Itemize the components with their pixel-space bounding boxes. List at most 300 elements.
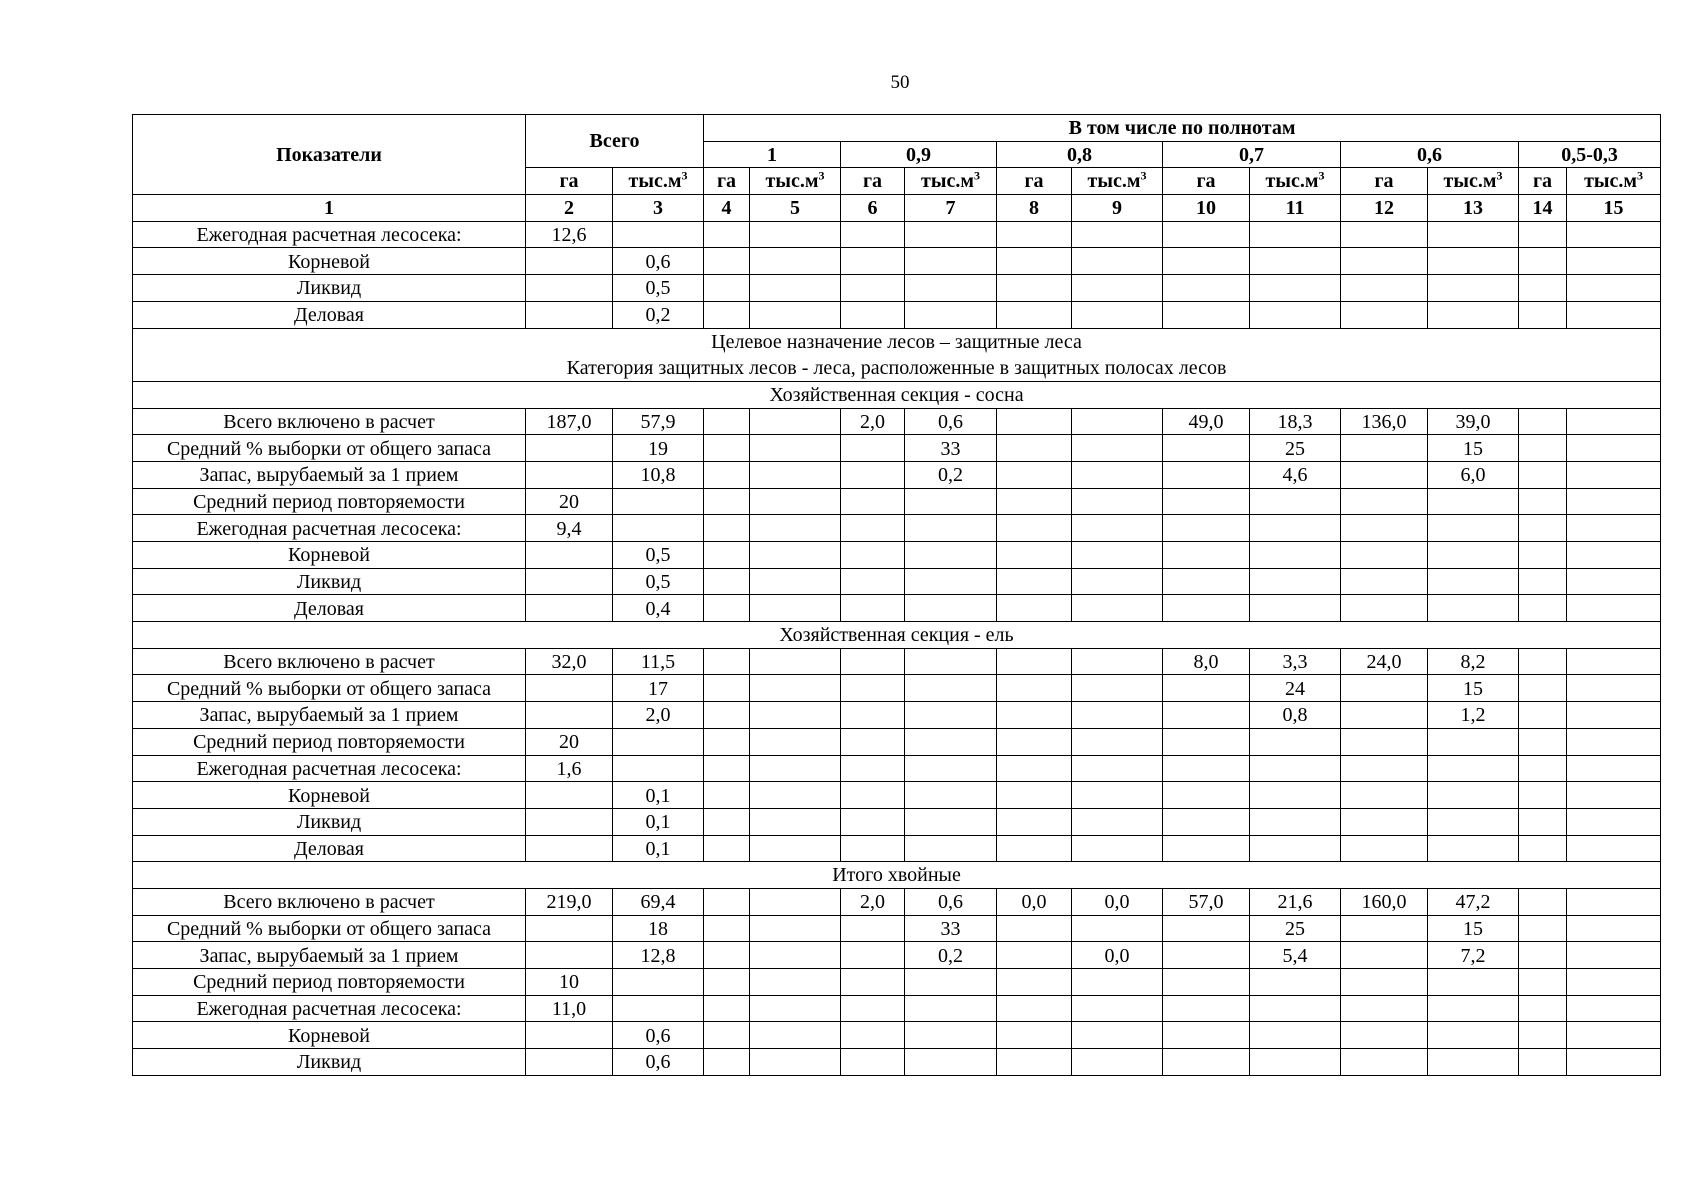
table-cell (1250, 595, 1341, 622)
table-cell (1250, 488, 1341, 515)
table-row (133, 488, 1661, 515)
table-cell (1567, 248, 1661, 275)
header-density: 0,8 (997, 141, 1163, 168)
table-cell (1519, 1049, 1567, 1076)
table-row (133, 435, 1661, 462)
table-row (133, 728, 1661, 755)
column-number: 10 (1163, 195, 1250, 222)
table-cell: 25 (1250, 435, 1341, 462)
table-cell (1428, 835, 1519, 862)
table-cell (1250, 728, 1341, 755)
unit-thousand-m3: $тыс.м^3$ (1250, 168, 1341, 195)
table-cell (613, 995, 704, 1022)
table-cell (1567, 969, 1661, 996)
table-row (133, 568, 1661, 595)
table-cell: 187,0 (526, 408, 613, 435)
table-cell (1428, 301, 1519, 328)
column-number: 12 (1341, 195, 1428, 222)
table-cell (1519, 782, 1567, 809)
table-cell (704, 221, 750, 248)
table-cell (704, 461, 750, 488)
table-cell (841, 648, 905, 675)
table-cell (1519, 461, 1567, 488)
table-cell: 0,0 (997, 888, 1072, 915)
table-cell (1163, 275, 1250, 302)
table-cell: 0,6 (905, 888, 997, 915)
table-cell (997, 461, 1072, 488)
table-cell (1072, 969, 1163, 996)
table-cell (997, 301, 1072, 328)
row-label: Ликвид (133, 275, 526, 302)
table-cell (1163, 835, 1250, 862)
table-cell (1519, 595, 1567, 622)
table-cell (704, 542, 750, 569)
table-cell (1072, 301, 1163, 328)
unit-thousand-m3: $тыс.м^3$ (613, 168, 704, 195)
table-cell (526, 568, 613, 595)
table-cell (905, 221, 997, 248)
table-cell: 2,0 (841, 408, 905, 435)
table-cell (613, 221, 704, 248)
table-cell (997, 942, 1072, 969)
table-cell (1519, 248, 1567, 275)
unit-thousand-m3: $тыс.м^3$ (750, 168, 841, 195)
table-cell: 11,0 (526, 995, 613, 1022)
table-cell: 0,2 (613, 301, 704, 328)
table-row (133, 915, 1661, 942)
table-cell: 0,6 (613, 1049, 704, 1076)
table-cell (997, 488, 1072, 515)
row-label: Ежегодная расчетная лесосека: (133, 995, 526, 1022)
table-cell (1341, 675, 1428, 702)
table-row (133, 221, 1661, 248)
header-by-density: В том числе по полнотам (704, 115, 1661, 142)
table-cell (1250, 755, 1341, 782)
table-row (133, 808, 1661, 835)
table-cell (1567, 888, 1661, 915)
table-cell (1567, 595, 1661, 622)
table-cell (1519, 915, 1567, 942)
table-cell (905, 248, 997, 275)
table-cell: 21,6 (1250, 888, 1341, 915)
table-cell (1163, 728, 1250, 755)
table-cell (1163, 675, 1250, 702)
table-cell (526, 542, 613, 569)
table-cell (704, 568, 750, 595)
section-header-row (133, 328, 1661, 355)
table-cell (997, 595, 1072, 622)
table-cell (750, 969, 841, 996)
table-cell (1250, 835, 1341, 862)
unit-ha: га (1163, 168, 1250, 195)
table-cell (905, 568, 997, 595)
table-cell (526, 248, 613, 275)
table-cell: 15 (1428, 435, 1519, 462)
table-cell (1567, 942, 1661, 969)
table-cell (750, 461, 841, 488)
table-cell (526, 675, 613, 702)
table-cell (997, 782, 1072, 809)
table-cell (997, 1022, 1072, 1049)
table-cell (997, 1049, 1072, 1076)
row-label: Средний период повторяемости (133, 728, 526, 755)
table-cell: 33 (905, 435, 997, 462)
row-label: Всего включено в расчет (133, 888, 526, 915)
table-cell (1567, 782, 1661, 809)
table-cell (1428, 969, 1519, 996)
table-cell (750, 488, 841, 515)
table-cell: 18 (613, 915, 704, 942)
table-cell (1567, 995, 1661, 1022)
table-cell (1250, 275, 1341, 302)
table-cell (1567, 461, 1661, 488)
table-cell (1341, 595, 1428, 622)
table-cell (841, 488, 905, 515)
forest-cutting-table (132, 114, 1661, 1076)
table-cell (750, 942, 841, 969)
table-cell (1250, 782, 1341, 809)
table-cell (1250, 542, 1341, 569)
table-cell (704, 888, 750, 915)
table-cell (1072, 568, 1163, 595)
table-cell (905, 755, 997, 782)
table-row (133, 835, 1661, 862)
table-cell (1428, 275, 1519, 302)
table-cell (841, 942, 905, 969)
table-cell (1341, 461, 1428, 488)
row-label: Всего включено в расчет (133, 648, 526, 675)
section-header-row (133, 862, 1661, 889)
table-cell (750, 1022, 841, 1049)
table-cell (1250, 248, 1341, 275)
table-cell (841, 542, 905, 569)
header-density: 0,9 (841, 141, 997, 168)
column-number: 14 (1519, 195, 1567, 222)
row-label: Средний период повторяемости (133, 969, 526, 996)
table-cell (1519, 675, 1567, 702)
table-cell (750, 568, 841, 595)
table-cell (1072, 1049, 1163, 1076)
table-row (133, 515, 1661, 542)
table-cell (1428, 808, 1519, 835)
table-cell (1072, 542, 1163, 569)
table-cell (841, 755, 905, 782)
table-cell (1341, 435, 1428, 462)
table-cell (1072, 648, 1163, 675)
table-cell (1072, 461, 1163, 488)
table-cell (704, 755, 750, 782)
table-cell (750, 835, 841, 862)
table-cell (1163, 461, 1250, 488)
table-cell (1341, 248, 1428, 275)
table-cell (997, 435, 1072, 462)
table-cell (704, 1022, 750, 1049)
table-cell (1519, 408, 1567, 435)
row-label: Средний % выборки от общего запаса (133, 675, 526, 702)
table-cell (1567, 728, 1661, 755)
table-cell (1519, 221, 1567, 248)
table-row (133, 648, 1661, 675)
table-cell: 9,4 (526, 515, 613, 542)
table-cell (1567, 408, 1661, 435)
table-cell (841, 728, 905, 755)
table-cell: 8,0 (1163, 648, 1250, 675)
table-cell (905, 595, 997, 622)
table-cell (997, 675, 1072, 702)
header-density: 0,7 (1163, 141, 1341, 168)
header-indicators: Показатели (133, 115, 526, 195)
table-cell (1428, 782, 1519, 809)
table-row (133, 461, 1661, 488)
table-cell (1519, 755, 1567, 782)
table-cell (1072, 702, 1163, 729)
table-cell (1428, 221, 1519, 248)
table-cell (905, 488, 997, 515)
table-cell (704, 515, 750, 542)
table-cell (905, 969, 997, 996)
table-cell (1567, 702, 1661, 729)
table-cell (1567, 301, 1661, 328)
table-cell (997, 275, 1072, 302)
table-cell (997, 248, 1072, 275)
header-density: 0,5-0,3 (1519, 141, 1661, 168)
table-cell (1250, 568, 1341, 595)
table-cell (750, 515, 841, 542)
table-cell (1341, 969, 1428, 996)
section-title: Итого хвойные (133, 862, 1661, 889)
table-cell: 19 (613, 435, 704, 462)
table-cell (750, 808, 841, 835)
table-cell (997, 969, 1072, 996)
table-cell (526, 782, 613, 809)
table-cell (1341, 301, 1428, 328)
unit-ha: га (1519, 168, 1567, 195)
table-cell (1072, 808, 1163, 835)
table-cell: 25 (1250, 915, 1341, 942)
table-cell (1567, 221, 1661, 248)
table-cell (1567, 1049, 1661, 1076)
table-cell (1072, 408, 1163, 435)
row-label: Ликвид (133, 568, 526, 595)
column-number: 3 (613, 195, 704, 222)
table-row (133, 782, 1661, 809)
table-cell (997, 221, 1072, 248)
row-label: Деловая (133, 595, 526, 622)
table-cell (704, 435, 750, 462)
table-cell: 2,0 (613, 702, 704, 729)
table-cell (841, 1022, 905, 1049)
table-cell (1428, 568, 1519, 595)
table-cell (997, 568, 1072, 595)
table-row (133, 1049, 1661, 1076)
table-cell (1072, 675, 1163, 702)
table-cell (704, 1049, 750, 1076)
table-cell: 10 (526, 969, 613, 996)
table-cell (905, 515, 997, 542)
table-cell (1341, 1022, 1428, 1049)
table-cell (1519, 969, 1567, 996)
table-cell (841, 915, 905, 942)
table-cell: 0,0 (1072, 888, 1163, 915)
table-cell (1250, 995, 1341, 1022)
table-cell (1428, 488, 1519, 515)
table-cell (1163, 595, 1250, 622)
table-cell: 10,8 (613, 461, 704, 488)
table-cell (1519, 435, 1567, 462)
table-cell (1519, 301, 1567, 328)
table-cell: 0,1 (613, 782, 704, 809)
table-cell: 33 (905, 915, 997, 942)
table-cell (841, 675, 905, 702)
table-cell (841, 835, 905, 862)
table-cell: 39,0 (1428, 408, 1519, 435)
table-cell (1519, 648, 1567, 675)
row-label: Всего включено в расчет (133, 408, 526, 435)
table-cell (1519, 488, 1567, 515)
column-number: 15 (1567, 195, 1661, 222)
table-cell: 136,0 (1341, 408, 1428, 435)
table-cell (905, 542, 997, 569)
table-cell (1072, 248, 1163, 275)
table-cell (1567, 488, 1661, 515)
table-cell (1163, 915, 1250, 942)
table-cell: 3,3 (1250, 648, 1341, 675)
table-cell (526, 275, 613, 302)
unit-ha: га (526, 168, 613, 195)
table-cell: 0,5 (613, 568, 704, 595)
section-header-row (133, 355, 1661, 382)
column-number: 6 (841, 195, 905, 222)
unit-ha: га (704, 168, 750, 195)
column-number: 7 (905, 195, 997, 222)
table-row (133, 888, 1661, 915)
table-cell (526, 702, 613, 729)
table-cell (841, 221, 905, 248)
table-cell (1341, 728, 1428, 755)
table-cell (1567, 435, 1661, 462)
table-cell (1567, 275, 1661, 302)
row-label: Деловая (133, 835, 526, 862)
unit-thousand-m3: $тыс.м^3$ (1428, 168, 1519, 195)
table-cell: 8,2 (1428, 648, 1519, 675)
row-label: Запас, вырубаемый за 1 прием (133, 942, 526, 969)
table-cell (526, 1049, 613, 1076)
row-label: Средний % выборки от общего запаса (133, 435, 526, 462)
table-cell (1163, 995, 1250, 1022)
table-cell (841, 435, 905, 462)
table-cell (1163, 248, 1250, 275)
table-cell (613, 969, 704, 996)
unit-ha: га (841, 168, 905, 195)
table-cell (1519, 702, 1567, 729)
table-cell (1519, 888, 1567, 915)
table-cell: 15 (1428, 915, 1519, 942)
table-cell (1341, 515, 1428, 542)
table-cell (1163, 942, 1250, 969)
table-cell (841, 301, 905, 328)
table-cell (526, 595, 613, 622)
table-cell (1163, 568, 1250, 595)
table-cell (1250, 808, 1341, 835)
table-cell: 20 (526, 728, 613, 755)
table-cell (704, 915, 750, 942)
table-cell (997, 702, 1072, 729)
table-cell (1519, 942, 1567, 969)
table-cell (704, 675, 750, 702)
table-cell (704, 275, 750, 302)
table-cell (1519, 835, 1567, 862)
table-cell (1072, 275, 1163, 302)
table-cell (997, 915, 1072, 942)
table-cell: 219,0 (526, 888, 613, 915)
table-cell (1072, 755, 1163, 782)
table-cell (750, 248, 841, 275)
table-cell (1341, 995, 1428, 1022)
table-cell (704, 969, 750, 996)
table-cell (1163, 542, 1250, 569)
table-cell (1428, 595, 1519, 622)
table-cell (1250, 1022, 1341, 1049)
table-cell (1567, 755, 1661, 782)
table-cell (1072, 515, 1163, 542)
table-cell: 0,1 (613, 835, 704, 862)
row-label: Корневой (133, 782, 526, 809)
table-row (133, 675, 1661, 702)
table-cell (526, 1022, 613, 1049)
column-number: 5 (750, 195, 841, 222)
table-cell (997, 648, 1072, 675)
table-cell: 6,0 (1428, 461, 1519, 488)
table-cell: 12,6 (526, 221, 613, 248)
table-cell (613, 515, 704, 542)
table-cell (526, 461, 613, 488)
table-row (133, 408, 1661, 435)
table-cell (704, 782, 750, 809)
table-cell: 12,8 (613, 942, 704, 969)
table-row (133, 1022, 1661, 1049)
table-cell (905, 1022, 997, 1049)
table-cell (841, 568, 905, 595)
table-cell (1519, 1022, 1567, 1049)
page-number: 50 (890, 72, 910, 93)
table-cell (1341, 942, 1428, 969)
table-cell: 18,3 (1250, 408, 1341, 435)
table-cell (750, 995, 841, 1022)
table-cell (997, 515, 1072, 542)
table-cell (1163, 515, 1250, 542)
table-cell (1519, 568, 1567, 595)
table-cell: 0,0 (1072, 942, 1163, 969)
unit-thousand-m3: $тыс.м^3$ (905, 168, 997, 195)
section-title: Категория защитных лесов - леса, расположенные в защитных полосах лесов (133, 355, 1661, 382)
table-cell (1341, 808, 1428, 835)
table-cell (841, 461, 905, 488)
row-label: Ежегодная расчетная лесосека: (133, 755, 526, 782)
table-cell: 20 (526, 488, 613, 515)
table-cell (750, 888, 841, 915)
row-label: Запас, вырубаемый за 1 прием (133, 702, 526, 729)
table-cell (1428, 542, 1519, 569)
table-cell (750, 542, 841, 569)
table-row (133, 995, 1661, 1022)
header-density: 1 (704, 141, 841, 168)
table-cell: 24,0 (1341, 648, 1428, 675)
table-cell: 17 (613, 675, 704, 702)
table-cell: 0,8 (1250, 702, 1341, 729)
table-cell (526, 435, 613, 462)
column-number: 1 (133, 195, 526, 222)
table-cell (841, 969, 905, 996)
